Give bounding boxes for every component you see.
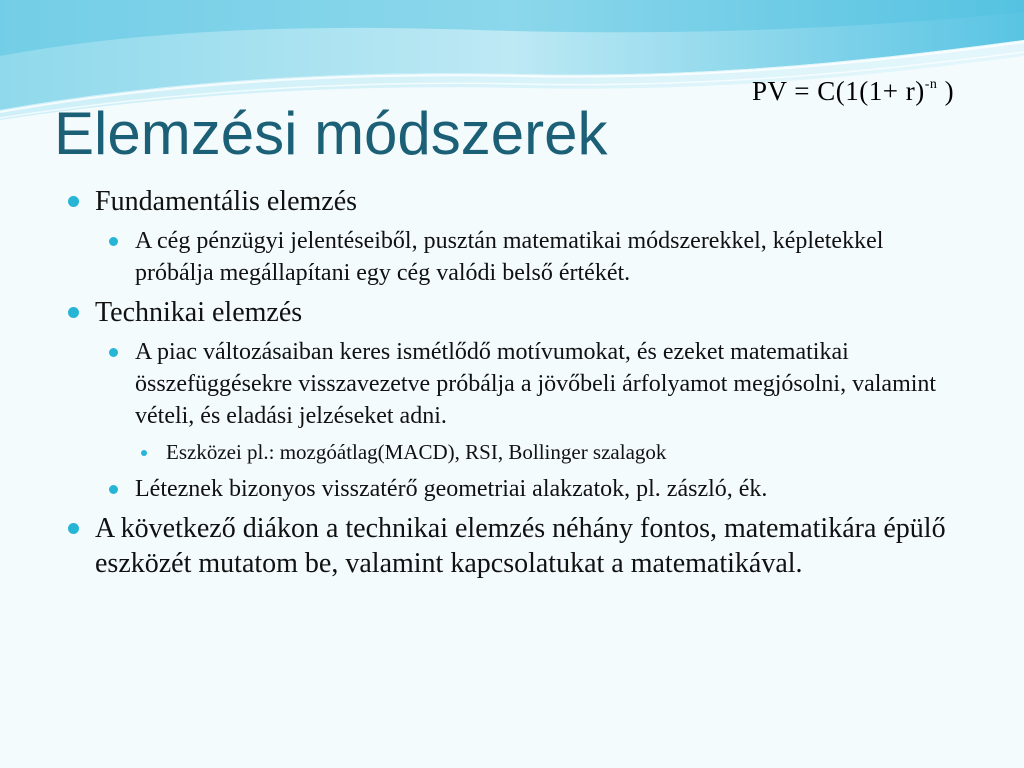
- bullet-dot-icon: [109, 485, 118, 494]
- bullet-text: A következő diákon a technikai elemzés néhány fontos, matematikára épülő eszközét mutatom be, valamint kapcsolatukat a matematikával.: [95, 513, 946, 579]
- slide-title: Elemzési módszerek: [54, 100, 608, 167]
- bullet-dot-icon: [109, 237, 118, 246]
- formula-main: PV = C(1(1+ r): [752, 76, 925, 106]
- bullet-dot-icon: [141, 450, 147, 456]
- sub-bullet-financial-reports: [0, 225, 1024, 289]
- sub-bullet-geometric-shapes: [0, 473, 1024, 505]
- bullet-text: Léteznek bizonyos visszatérő geometriai alakzatok, pl. zászló, ék.: [135, 476, 768, 502]
- bullet-text: Technikai elemzés: [95, 297, 303, 328]
- bullet-next-slides: [0, 511, 1024, 581]
- bullet-text: Fundamentális elemzés: [95, 186, 358, 217]
- bullet-technical-analysis: [0, 295, 1024, 330]
- formula-exponent: -n: [924, 77, 938, 92]
- bullet-dot-icon: [68, 196, 79, 207]
- bullet-dot-icon: [68, 523, 79, 534]
- present-value-formula: [752, 76, 954, 107]
- sub-bullet-market-patterns: [0, 336, 1024, 432]
- bullet-fundamental-analysis: [0, 184, 1024, 219]
- formula-close: ): [937, 76, 955, 106]
- bullet-text: A piac változásaiban keres ismétlődő motívumokat, és ezeket matematikai összefüggésekre visszavezetve próbálja a jövőbeli árfolyamot megjósolni, valamint vételi, és eladási jelzéseket adni.: [135, 339, 937, 429]
- slide-content: [0, 184, 1024, 587]
- bullet-text: A cég pénzügyi jelentéseiből, pusztán matematikai módszerekkel, képletekkel próbálja megállapítani egy cég valódi belső értékét.: [135, 228, 884, 286]
- bullet-dot-icon: [109, 348, 118, 357]
- bullet-dot-icon: [68, 307, 79, 318]
- bullet-text: Eszközei pl.: mozgóátlag(MACD), RSI, Bollinger szalagok: [166, 440, 667, 464]
- sub-sub-bullet-tools: [0, 438, 1024, 467]
